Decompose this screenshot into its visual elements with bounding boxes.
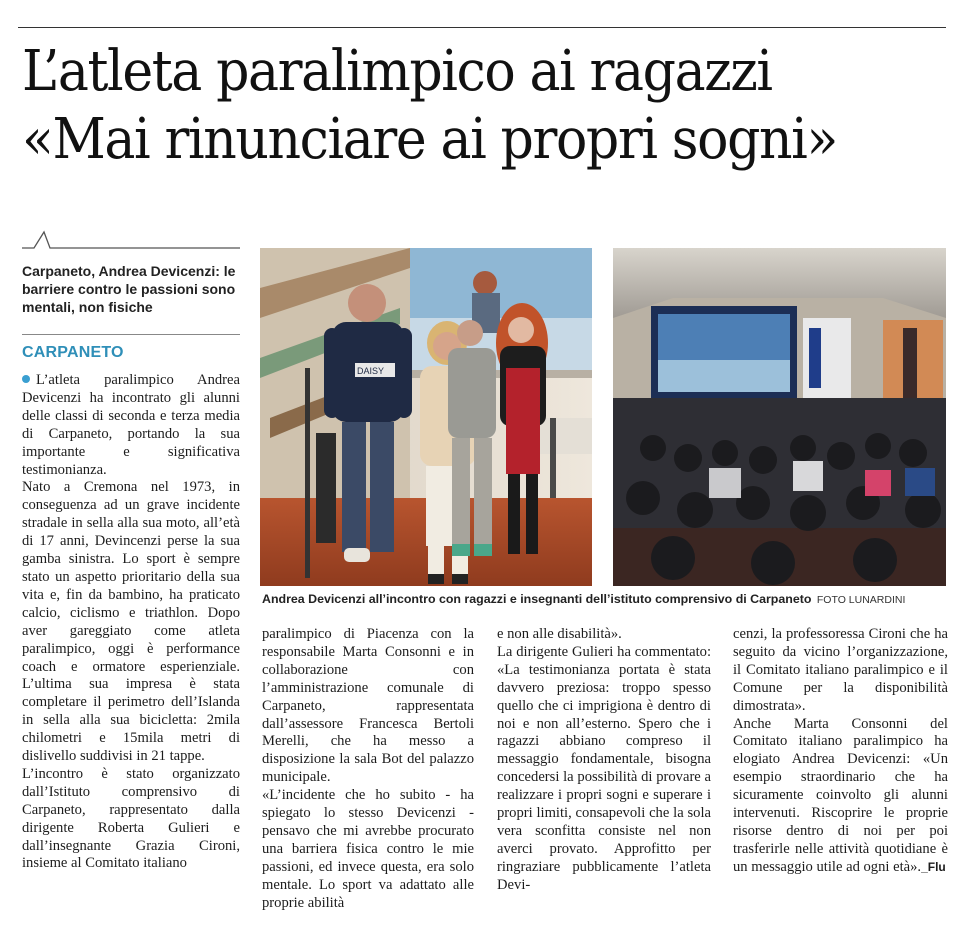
article-column-2 bbox=[262, 626, 474, 913]
paragraph: «L’incidente che ho subito - ha spiegato lo stesso Devicenzi - pensavo che mi avrebbe procurato una barriera fisica contro le mie passioni, ed invece questa, era solo mentale. Lo sport va adattato alle proprie abilità bbox=[262, 787, 474, 911]
headline-line-1: L’atleta paralimpico ai ragazzi bbox=[22, 39, 772, 104]
photo-credit: FOTO LUNARDINI bbox=[816, 594, 906, 606]
paragraph: cenzi, la professoressa Cironi che ha seguito da vicino l’organizzazione, il Comitato italiano paralimpico e il Comune per la disponibilità dimostrata». bbox=[733, 626, 948, 714]
subheadline-rule bbox=[22, 334, 240, 335]
headline-line-2: «Mai rinunciare ai propri sogni» bbox=[22, 107, 837, 172]
article-column-3 bbox=[497, 626, 711, 895]
article-column-1 bbox=[22, 372, 240, 873]
location-kicker: CARPANETO bbox=[22, 344, 124, 361]
bullet-icon bbox=[22, 375, 30, 383]
subheadline: Carpaneto, Andrea Devicenzi: le barriere contro le passioni sono mentali, non fisiche bbox=[22, 263, 236, 315]
shirt-text: DAISY bbox=[357, 366, 385, 376]
author-signature: _Flu bbox=[921, 859, 946, 874]
decorative-line-icon bbox=[22, 228, 240, 250]
headline bbox=[22, 38, 887, 174]
photo-group-portrait bbox=[260, 248, 592, 586]
caption-text: Andrea Devicenzi all’incontro con ragazzi e insegnanti dell’istituto comprensivo di Carpaneto bbox=[262, 592, 812, 606]
top-rule bbox=[18, 27, 946, 28]
paragraph: Nato a Cremona nel 1973, in conseguenza ad un grave incidente stradale in sella alla sua moto, all’età di 17 anni, Devincenzi perse la sua gamba sinistra. Lo sport è sempre stato un aspetto prioritario della sua vita e, fin da bambino, ha praticato calcio, ciclismo e triathlon. Dopo aver gareggiato come atleta paralimpico, oggi è performance coach e ormatore esperienziale. L’ultima sua impresa è stata completare il perimetro dell’Islanda in sella alla sua bicicletta: 2mila chilometri e 15mila metri di dislivello suddivisi in 21 tappe. bbox=[22, 479, 240, 765]
photo-caption bbox=[262, 592, 948, 606]
paragraph: paralimpico di Piacenza con la responsabile Marta Consonni e in collaborazione con l’amministrazione comunale di Carpaneto, rappresentata dall’assessore Francesca Bertoli Merelli, che ha messo a disposizione la sala Bot del palazzo municipale. bbox=[262, 626, 474, 786]
paragraph: Anche Marta Consonni del Comitato italiano paralimpico ha elogiato Andrea Devicenzi: «Un esempio straordinario che ha sicuramente coinvolto gli alunni intervenuti. Riscoprire le proprie risorse dentro di noi per poi trasferirle nelle attività quotidiane è un messaggio utile ad ogni età»._Flu bbox=[733, 715, 948, 875]
paragraph: La dirigente Gulieri ha commentato: «La testimonianza portata è stata davvero preziosa: troppo spesso quello che ci imprigiona è dentro di noi e non all’esterno. Spero che i ragazzi abbiano compreso il messaggio fondamentale, bisogna concedersi la possibilità di provare a realizzare i propri sogni e superare i propri limiti, consapevoli che la sola vera sconfitta consiste nel non averci provato. Approfitto per ringraziare pubblicamente l’atleta Devi- bbox=[497, 643, 711, 893]
paragraph: L’incontro è stato organizzato dall’Istituto comprensivo di Carpaneto, rappresentato dalla dirigente Roberta Gulieri e dall’insegnante Grazia Cironi, insieme al Comitato italiano bbox=[22, 765, 240, 872]
paragraph: e non alle disabilità». bbox=[497, 626, 622, 642]
article-column-4 bbox=[733, 626, 948, 877]
paragraph: L’atleta paralimpico Andrea Devicenzi ha incontrato gli alunni delle classi di seconda e terza media di Carpaneto, portando la sua importante e significativa testimonianza. bbox=[22, 372, 240, 478]
photo-audience-room bbox=[613, 248, 946, 586]
